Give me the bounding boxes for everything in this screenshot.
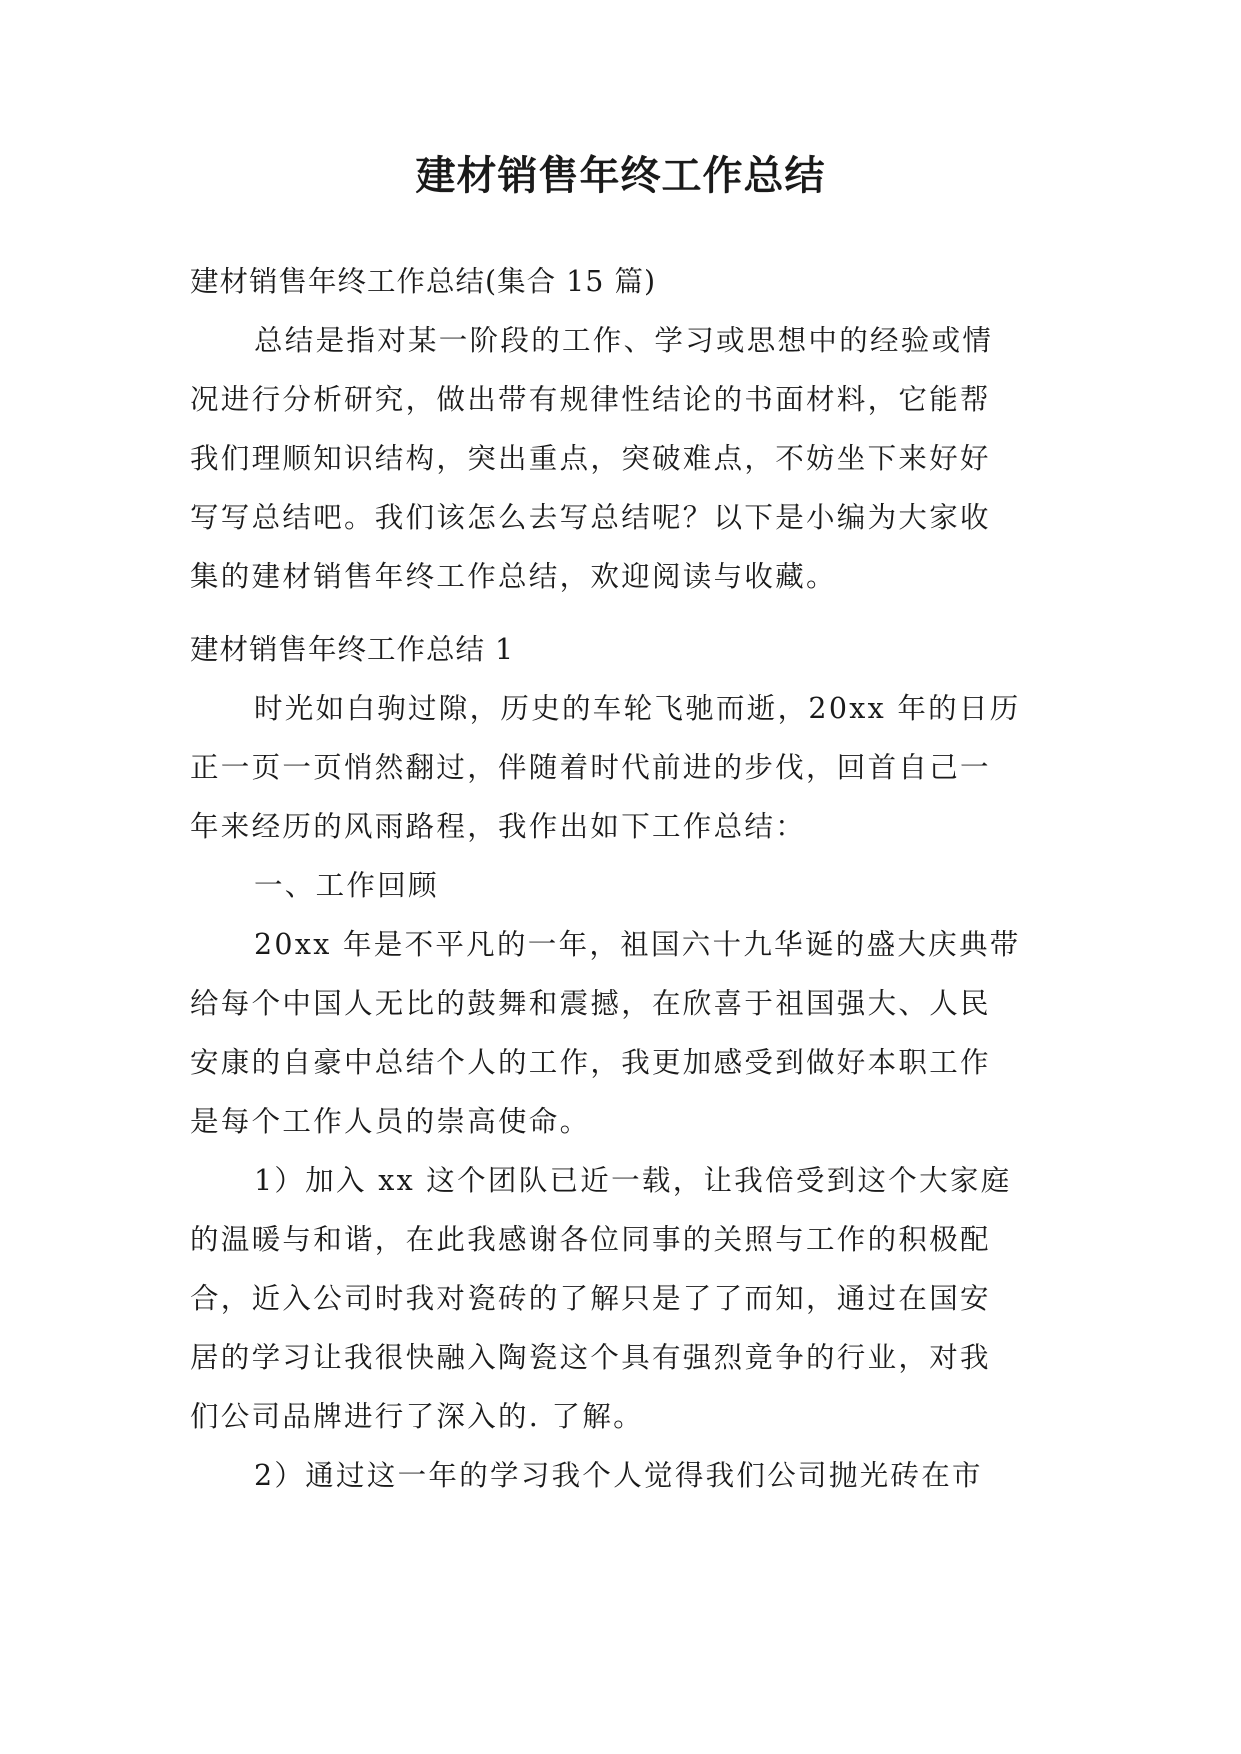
paragraph-line: 况进行分析研究，做出带有规律性结论的书面材料，它能帮 (190, 383, 991, 416)
subtitle-line: 建材销售年终工作总结(集合 15 篇) (190, 265, 657, 298)
paragraph-opening (190, 679, 1070, 856)
paragraph-line: 们公司品牌进行了深入的. 了解。 (190, 1400, 644, 1433)
paragraph-item-2 (190, 1446, 1070, 1505)
page-title: 建材销售年终工作总结 (415, 153, 826, 199)
paragraph-line: 写写总结吧。我们该怎么去写总结呢？以下是小编为大家收 (190, 501, 991, 534)
paragraph-review (190, 915, 1070, 1151)
section-heading-text: 建材销售年终工作总结 1 (190, 633, 515, 666)
paragraph-line: 正一页一页悄然翻过，伴随着时代前进的步伐，回首自己一 (190, 751, 991, 784)
paragraph-line: 年来经历的风雨路程，我作出如下工作总结： (190, 810, 807, 843)
paragraph-line: 总结是指对某一阶段的工作、学习或思想中的经验或情 (254, 324, 994, 357)
document-subtitle (190, 252, 1070, 311)
subheading-text: 一、工作回顾 (254, 869, 439, 902)
intro-paragraph (190, 311, 1070, 606)
paragraph-line: 的温暖与和谐，在此我感谢各位同事的关照与工作的积极配 (190, 1223, 991, 1256)
paragraph-line: 2）通过这一年的学习我个人觉得我们公司抛光砖在市 (254, 1459, 983, 1492)
paragraph-line: 我们理顺知识结构，突出重点，突破难点，不妨坐下来好好 (190, 442, 991, 475)
paragraph-line: 居的学习让我很快融入陶瓷这个具有强烈竟争的行业，对我 (190, 1341, 991, 1374)
paragraph-line: 合，近入公司时我对瓷砖的了解只是了了而知，通过在国安 (190, 1282, 991, 1315)
subheading (190, 856, 1070, 915)
paragraph-line: 是每个工作人员的崇高使命。 (190, 1105, 591, 1138)
section-heading (190, 620, 1070, 679)
paragraph-line: 集的建材销售年终工作总结，欢迎阅读与收藏。 (190, 560, 837, 593)
paragraph-line: 给每个中国人无比的鼓舞和震撼，在欣喜于祖国强大、人民 (190, 987, 991, 1020)
paragraph-line: 安康的自豪中总结个人的工作，我更加感受到做好本职工作 (190, 1046, 991, 1079)
paragraph-line: 1）加入 xx 这个团队已近一载，让我倍受到这个大家庭 (254, 1164, 1012, 1197)
paragraph-item-1 (190, 1151, 1070, 1446)
paragraph-line: 20xx 年是不平凡的一年，祖国六十九华诞的盛大庆典带 (254, 928, 1021, 961)
paragraph-line: 时光如白驹过隙，历史的车轮飞驰而逝，20xx 年的日历 (254, 692, 1021, 725)
